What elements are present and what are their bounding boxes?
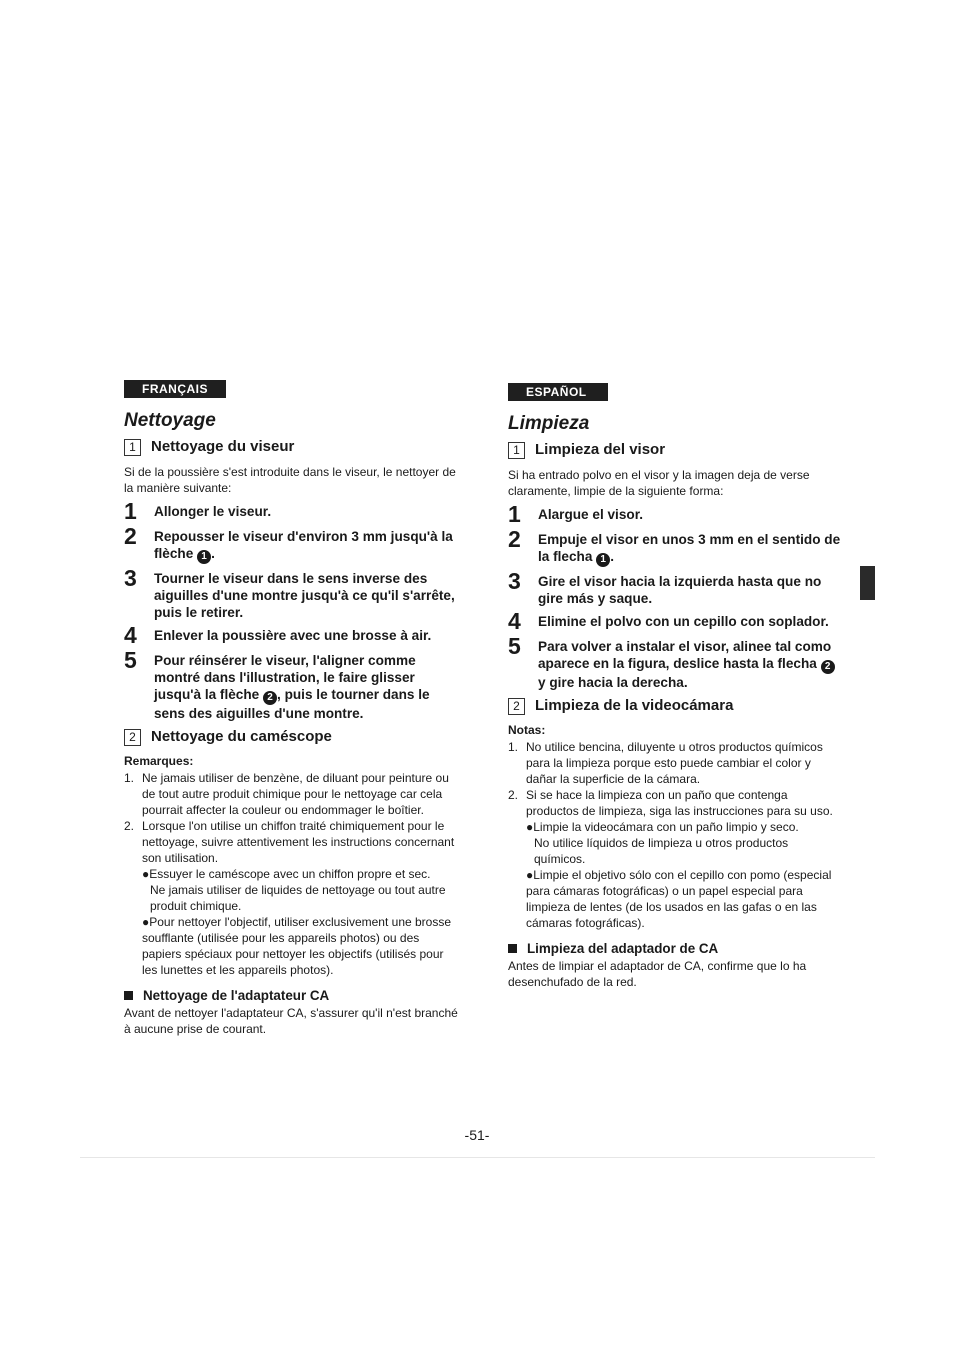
step-number: 1	[508, 501, 521, 527]
arrow-marker-1-icon: 1	[596, 553, 610, 567]
language-badge-spanish: ESPAÑOL	[508, 383, 608, 401]
step-number: 2	[124, 523, 137, 549]
step-text: Gire el visor hacia la izquierda hasta que no gire más y saque.	[538, 574, 822, 606]
step-text: Pour réinsérer le viseur, l'aligner comme montré dans l'illustration, le faire glisser jusqu'à la flèche 2 , puis le tourner dans le sens des aiguilles d'une montre.	[154, 653, 430, 721]
step-number: 3	[508, 568, 521, 594]
step-number: 4	[508, 608, 521, 634]
step-text: Para volver a instalar el visor, alinee tal como aparece en la figura, deslice hasta la flecha 2 y gire hacia la derecha.	[538, 635, 842, 691]
notes-heading: Notas:	[508, 723, 546, 737]
step-4	[508, 610, 842, 632]
step-5	[124, 649, 460, 722]
subsection-title-viewfinder	[124, 438, 460, 456]
french-column	[124, 380, 460, 1041]
adapter-heading: Limpieza del adaptador de CA	[508, 941, 842, 956]
subsection-label: Nettoyage du viseur	[151, 438, 295, 455]
step-number: 2	[508, 526, 521, 552]
subsection-number: 2	[508, 698, 525, 715]
intro-text: Si de la poussière s'est introduite dans le viseur, le nettoyer de la manière suivante:	[124, 465, 456, 495]
step-number: 5	[508, 633, 521, 659]
subsection-number: 2	[124, 729, 141, 746]
step-5	[508, 635, 842, 691]
square-bullet-icon	[508, 944, 517, 953]
arrow-marker-1-icon: 1	[197, 550, 211, 564]
subsection-label: Nettoyage du caméscope	[151, 728, 332, 745]
step-4	[124, 624, 460, 646]
bullet-cloth: ●Essuyer le caméscope avec un chiffon propre et sec.	[142, 867, 431, 881]
arrow-marker-2-icon: 2	[821, 660, 835, 674]
subsection-title-camcorder	[508, 697, 842, 715]
step-text: Empuje el visor en unos 3 mm en el sentido de la flecha 1 .	[538, 532, 841, 565]
note-2: 2. Lorsque l'on utilise un chiffon traité chimiquement pour le nettoyage, suivre attentivement les instructions concernant son utilisation.	[124, 819, 455, 865]
adapter-text: Antes de limpiar el adaptador de CA, confirme que lo ha desenchufado de la red.	[508, 959, 807, 989]
step-2	[124, 525, 460, 564]
step-text: Elimine el polvo con un cepillo con soplador.	[538, 614, 829, 629]
square-bullet-icon	[124, 991, 133, 1000]
step-text: Allonger le viseur.	[154, 504, 272, 519]
note-1: 1. No utilice bencina, diluyente u otros productos químicos para la limpieza porque esto puede cambiar el color y dañar la superficie de la cámara.	[508, 740, 823, 786]
spanish-column	[508, 383, 842, 994]
step-text: Alargue el visor.	[538, 507, 644, 522]
bullet-cloth-continued: Ne jamais utiliser de liquides de nettoyage ou tout autre produit chimique.	[150, 883, 446, 913]
note-1: 1. Ne jamais utiliser de benzène, de diluant pour peinture ou de tout autre produit chimique pour le nettoyage car cela pourrait affecter la couleur ou endommager le boîtier.	[124, 771, 449, 817]
step-number: 4	[124, 622, 137, 648]
step-number: 3	[124, 565, 137, 591]
step-number: 5	[124, 647, 137, 673]
step-text: Enlever la poussière avec une brosse à air.	[154, 628, 432, 643]
language-badge-french: FRANÇAIS	[124, 380, 226, 398]
bullet-cloth: ●Limpie la videocámara con un paño limpio y seco.	[526, 820, 799, 834]
bullet-lens: ●Limpie el objetivo sólo con el cepillo con pomo (especial para cámaras fotográficas) o un papel especial para limpieza de lentes (de los usados en las gafas o en las cámaras fotográficas).	[526, 868, 832, 930]
note-2: 2. Si se hace la limpieza con un paño que contenga productos de limpieza, siga las instrucciones para su uso.	[508, 788, 833, 818]
adapter-heading: Nettoyage de l'adaptateur CA	[124, 988, 460, 1003]
bullet-lens: ●Pour nettoyer l'objectif, utiliser exclusivement une brosse soufflante (utilisée pour les appareils photos) ou des papiers spéciaux pour nettoyer les objectifs (utilisés pour les lunettes et les appareils photos).	[142, 915, 452, 977]
step-2	[508, 528, 842, 567]
step-text: Repousser le viseur d'environ 3 mm jusqu'à la flèche 1 .	[154, 529, 453, 562]
bullet-cloth-continued: No utilice líquidos de limpieza u otros productos químicos.	[534, 836, 789, 866]
page-edge-tab	[860, 566, 875, 600]
footer-rule	[80, 1157, 875, 1158]
adapter-text: Avant de nettoyer l'adaptateur CA, s'assurer qu'il n'est branché à aucune prise de courant.	[124, 1006, 458, 1036]
step-1	[124, 500, 460, 522]
subsection-label: Limpieza de la videocámara	[535, 697, 734, 714]
intro-text: Si ha entrado polvo en el visor y la imagen deja de verse claramente, limpie de la siguiente forma:	[508, 468, 810, 498]
notes-heading: Remarques:	[124, 754, 194, 768]
section-title: Nettoyage	[124, 410, 216, 431]
subsection-title-viewfinder	[508, 441, 842, 459]
step-3	[508, 570, 842, 607]
arrow-marker-2-icon: 2	[263, 691, 277, 705]
step-1	[508, 503, 842, 525]
page-number: -51-	[464, 1127, 490, 1143]
section-title: Limpieza	[508, 413, 590, 434]
step-3	[124, 567, 460, 621]
subsection-label: Limpieza del visor	[535, 441, 666, 458]
subsection-number: 1	[124, 439, 141, 456]
step-text: Tourner le viseur dans le sens inverse des aiguilles d'une montre jusqu'à ce qu'il s'arrête, puis le retirer.	[154, 571, 455, 620]
subsection-number: 1	[508, 442, 525, 459]
step-number: 1	[124, 498, 137, 524]
subsection-title-camcorder	[124, 728, 460, 746]
